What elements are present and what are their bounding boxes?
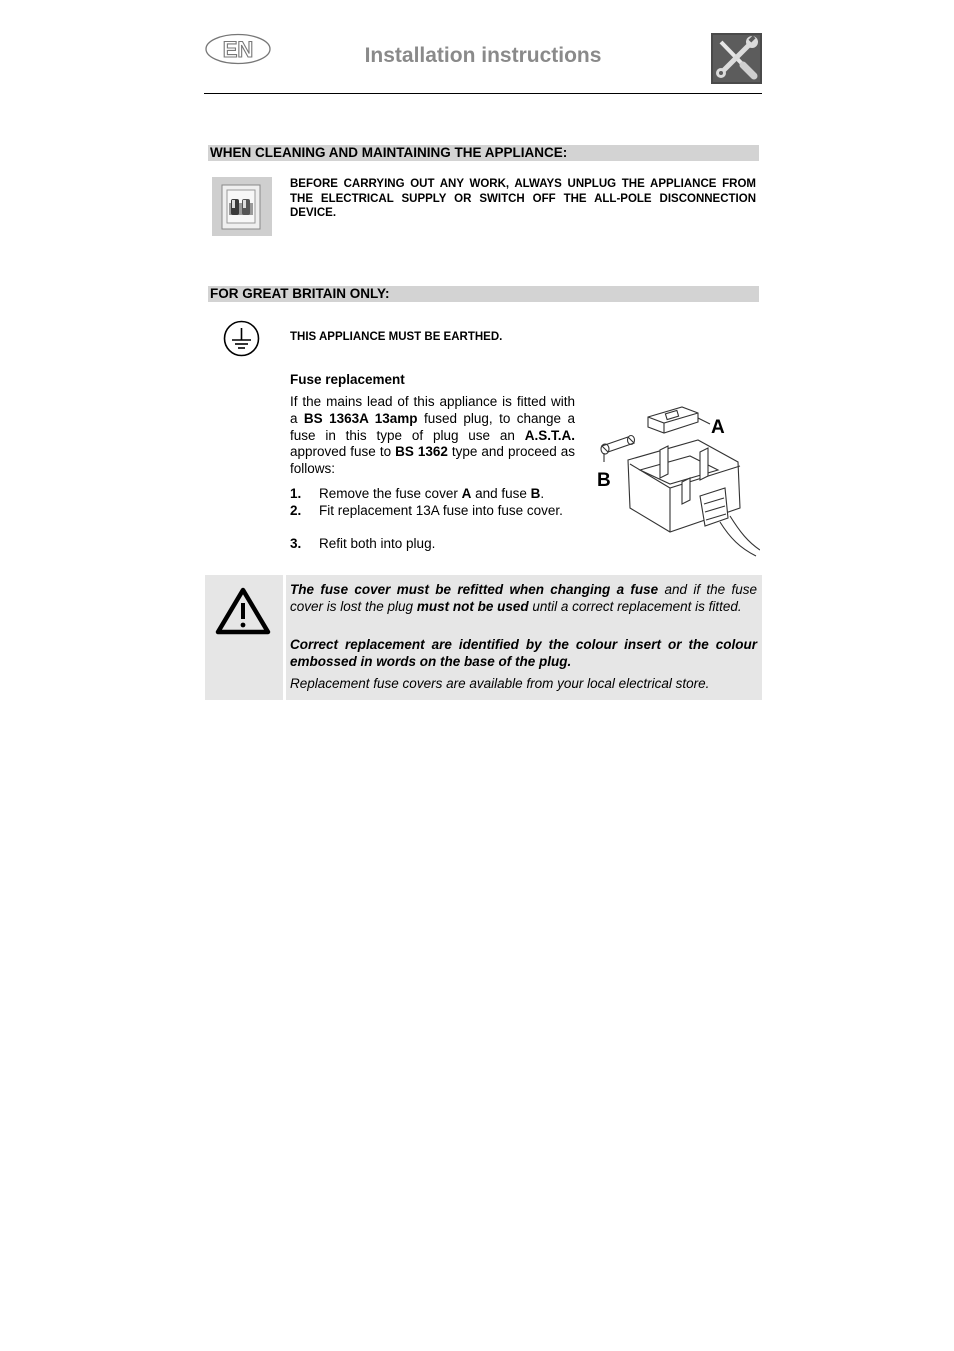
page-title: Installation instructions	[364, 44, 602, 67]
warning-paragraph-availability: Replacement fuse covers are available from your local electrical store.	[290, 676, 710, 691]
warning-icon-panel	[205, 575, 283, 700]
label-a: A	[711, 417, 725, 438]
fuse-replacement-title: Fuse replacement	[290, 372, 405, 387]
plug-standard: BS 1363A 13amp	[303, 410, 418, 426]
language-badge-text: EN	[222, 37, 254, 62]
step-text: Refit both into plug.	[319, 536, 436, 551]
step-number: 1.	[290, 486, 302, 501]
approval-body: A.S.T.A.	[524, 427, 575, 443]
unplug-warning-text: BEFORE CARRYING OUT ANY WORK, ALWAYS UNPLUG THE APPLIANCE FROM THE ELECTRICAL SUPPLY OR SWITCH OFF THE ALL-POLE DISCONNECTION DEVICE.	[290, 178, 756, 220]
language-badge	[205, 33, 271, 65]
step-number: 3.	[290, 536, 302, 551]
plug-fuse-diagram	[590, 400, 760, 560]
earth-ground-icon	[223, 320, 260, 357]
wall-socket-switch-icon	[212, 177, 272, 236]
fuse-standard: BS 1362	[395, 444, 448, 460]
warning-paragraph-fuse-cover: The fuse cover must be refitted when changing a fuse and if the fuse cover is lost the plug must not be used until a correct replacement is fitted.	[290, 582, 757, 614]
warning-paragraph-colour: Correct replacement are identified by the colour insert or the colour embossed in words on the base of the plug.	[290, 637, 757, 669]
header-divider	[204, 93, 762, 94]
step-text: Fit replacement 13A fuse into fuse cover.	[319, 503, 563, 518]
label-b: B	[597, 470, 611, 491]
earthed-notice: THIS APPLIANCE MUST BE EARTHED.	[290, 331, 503, 343]
warning-triangle-icon	[205, 575, 283, 700]
screwdriver-wrench-icon	[711, 33, 762, 84]
section-heading-cleaning: WHEN CLEANING AND MAINTAINING THE APPLIANCE:	[208, 145, 759, 161]
fuse-intro-paragraph: If the mains lead of this appliance is fitted with a BS 1363A 13amp fused plug, to change a fuse in this type of plug use an A.S.T.A. approved fuse to BS 1362 type and proceed as follows:	[290, 394, 575, 477]
step-number: 2.	[290, 503, 302, 518]
step-text: Remove the fuse cover A and fuse B.	[319, 486, 545, 501]
section-heading-great-britain: FOR GREAT BRITAIN ONLY:	[208, 286, 759, 302]
